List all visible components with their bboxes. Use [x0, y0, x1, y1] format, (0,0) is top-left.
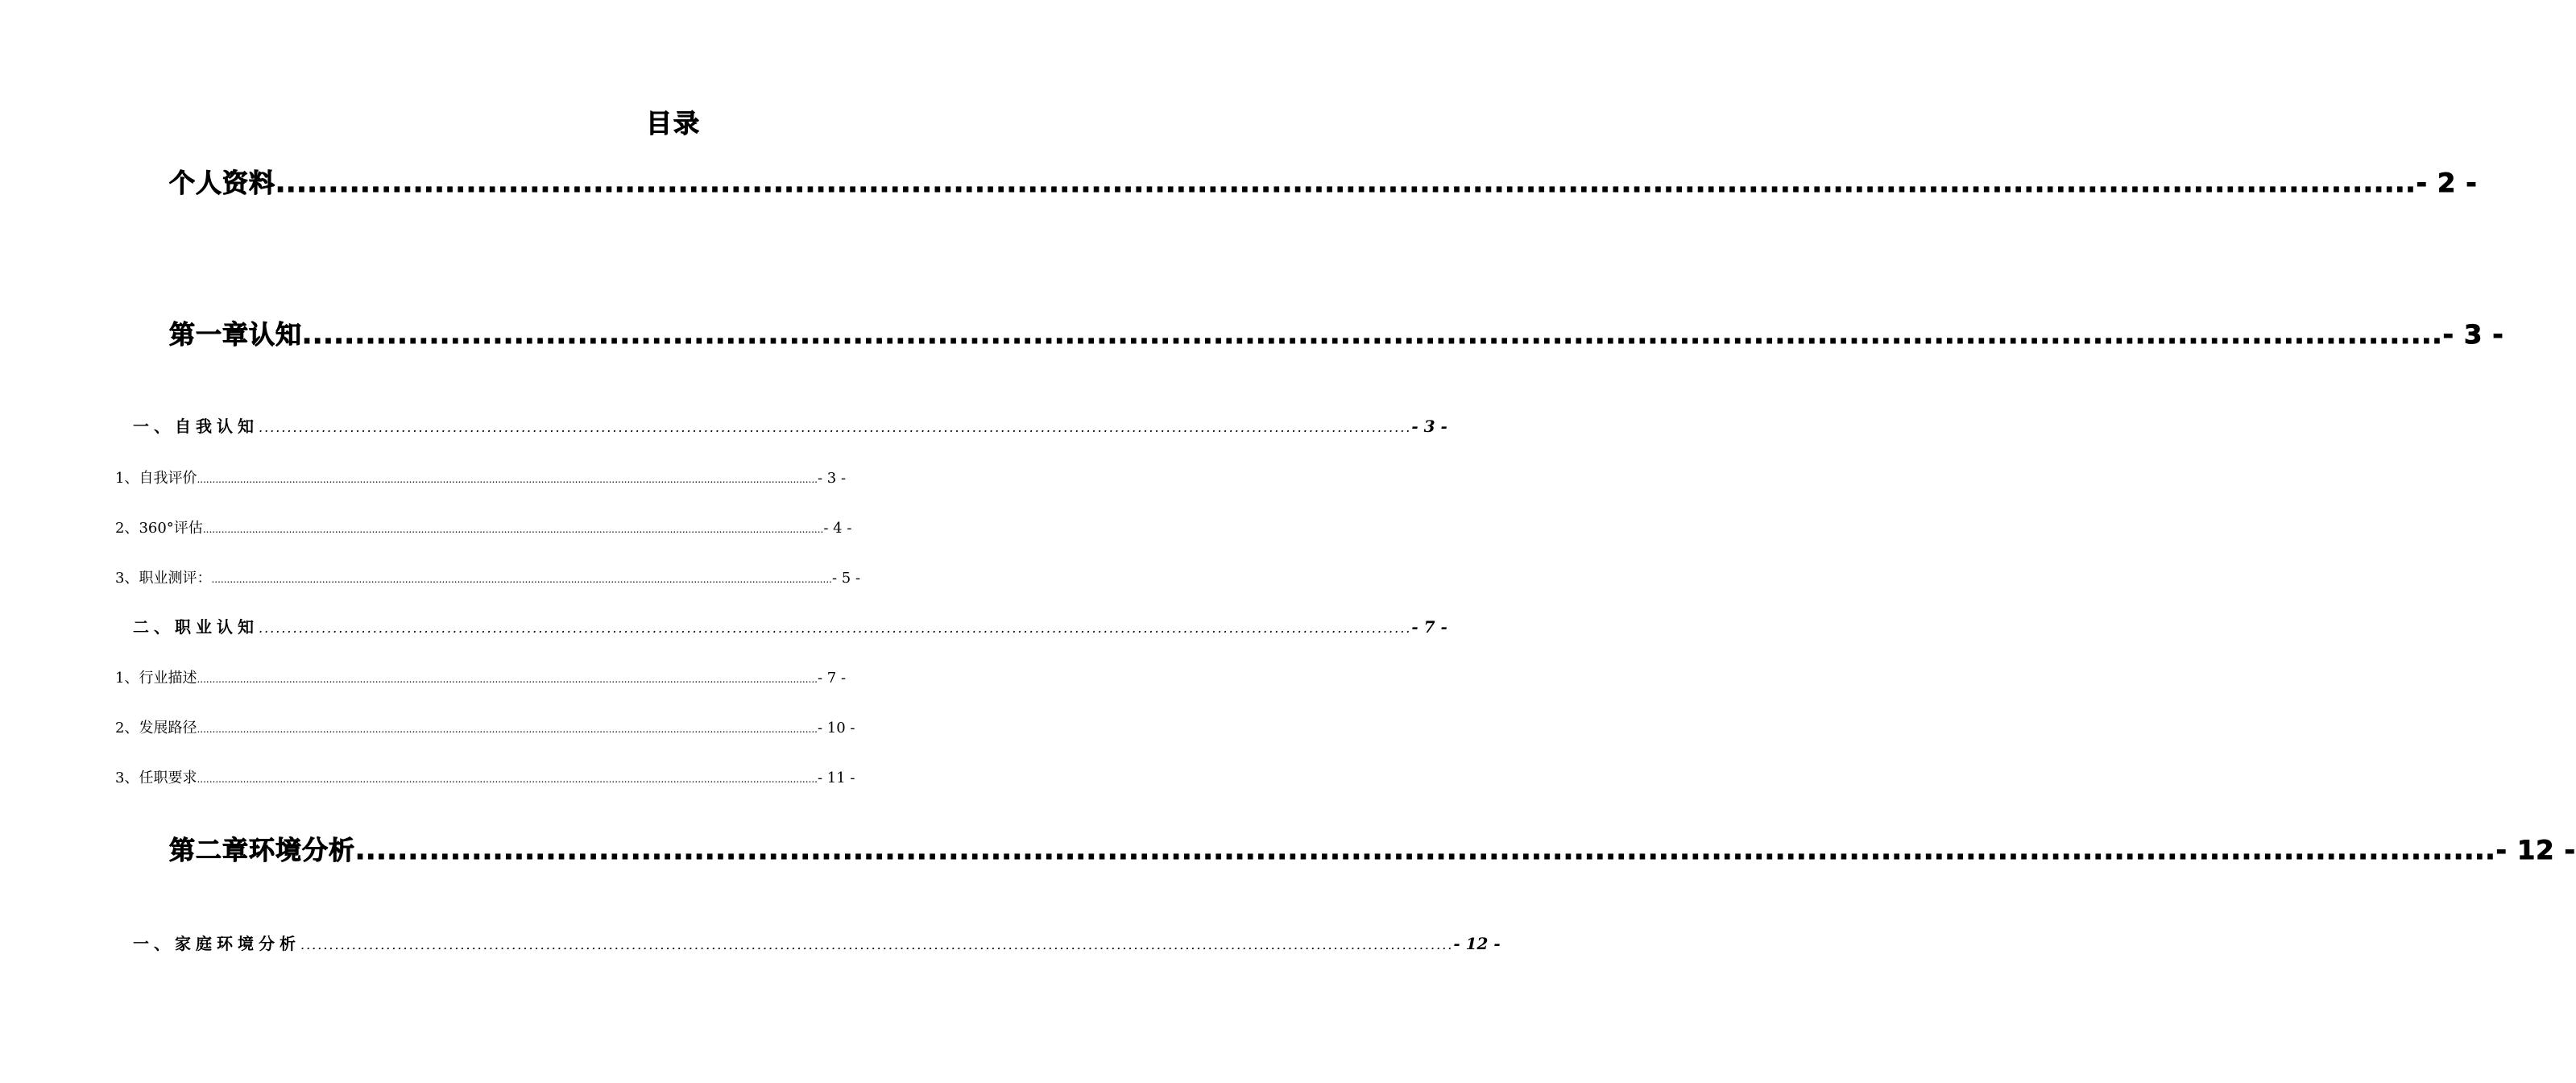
dot-leader: .......................................................................................................................................................................................................... [259, 620, 1412, 636]
toc-entry-job-requirements[interactable] [115, 766, 855, 787]
toc-entry-development-path[interactable] [115, 716, 855, 737]
toc-entry-label: 1、自我评价 [115, 470, 197, 487]
dot-leader: .......................................................................................................................................................................................................... [275, 168, 2417, 198]
dot-leader: .......................................................................................................................................................................................................... [355, 835, 2496, 865]
toc-entry-page: - 7 - [1411, 617, 1447, 637]
toc-entry-label: 第一章认知 [169, 319, 303, 350]
toc-entry-page: - 7 - [817, 670, 847, 687]
toc-entry-page: - 11 - [817, 770, 855, 786]
toc-entry-family-environment[interactable] [133, 931, 1501, 954]
toc-entry-chapter-1[interactable] [169, 314, 2504, 351]
dot-leader: .......................................................................................................................................................................................................... [300, 937, 1454, 952]
toc-entry-career-awareness[interactable] [133, 614, 1447, 637]
dot-leader: .......................................................................................................................................................................................................... [197, 774, 818, 785]
dot-leader: .......................................................................................................................................................................................................... [197, 474, 818, 485]
toc-entry-self-awareness[interactable] [133, 413, 1447, 437]
toc-entry-360-evaluation[interactable] [115, 517, 852, 537]
toc-entry-label: 3、任职要求 [115, 770, 197, 786]
dot-leader: .......................................................................................................................................................................................................... [211, 574, 832, 585]
toc-entry-label: 1、行业描述 [115, 670, 197, 687]
toc-entry-self-evaluation[interactable] [115, 467, 847, 488]
toc-entry-page: - 12 - [1453, 934, 1501, 953]
toc-entry-chapter-2[interactable] [169, 830, 2576, 867]
toc-entry-career-assessment[interactable] [115, 566, 861, 587]
toc-entry-label: 二、职业认知 [133, 617, 259, 637]
toc-entry-page: - 4 - [823, 520, 852, 537]
toc-entry-page: - 2 - [2416, 168, 2478, 198]
toc-entry-personal-info[interactable] [169, 163, 2478, 200]
toc-entry-page: - 3 - [817, 470, 847, 487]
toc-entry-label: 一、家庭环境分析 [133, 934, 300, 953]
dot-leader: .......................................................................................................................................................................................................... [197, 674, 818, 685]
toc-entry-label: 个人资料 [169, 168, 276, 198]
toc-entry-label: 一、自我认知 [133, 417, 259, 436]
dot-leader: .......................................................................................................................................................................................................... [197, 724, 818, 735]
toc-entry-page: - 3 - [2442, 319, 2504, 350]
toc-entry-page: - 12 - [2495, 835, 2576, 865]
dot-leader: .......................................................................................................................................................................................................... [202, 524, 824, 535]
dot-leader: .......................................................................................................................................................................................................... [302, 319, 2443, 350]
toc-entry-page: - 5 - [831, 570, 861, 587]
toc-title: 目录 [645, 108, 701, 139]
toc-entry-label: 2、360°评估 [115, 520, 203, 537]
toc-entry-page: - 3 - [1411, 417, 1447, 436]
toc-entry-industry-description[interactable] [115, 666, 847, 687]
toc-entry-label: 3、职业测评： [115, 570, 212, 587]
toc-entry-page: - 10 - [817, 720, 855, 737]
toc-entry-label: 2、发展路径 [115, 720, 197, 737]
toc-entry-label: 第二章环境分析 [169, 835, 356, 865]
dot-leader: .......................................................................................................................................................................................................... [259, 420, 1412, 435]
